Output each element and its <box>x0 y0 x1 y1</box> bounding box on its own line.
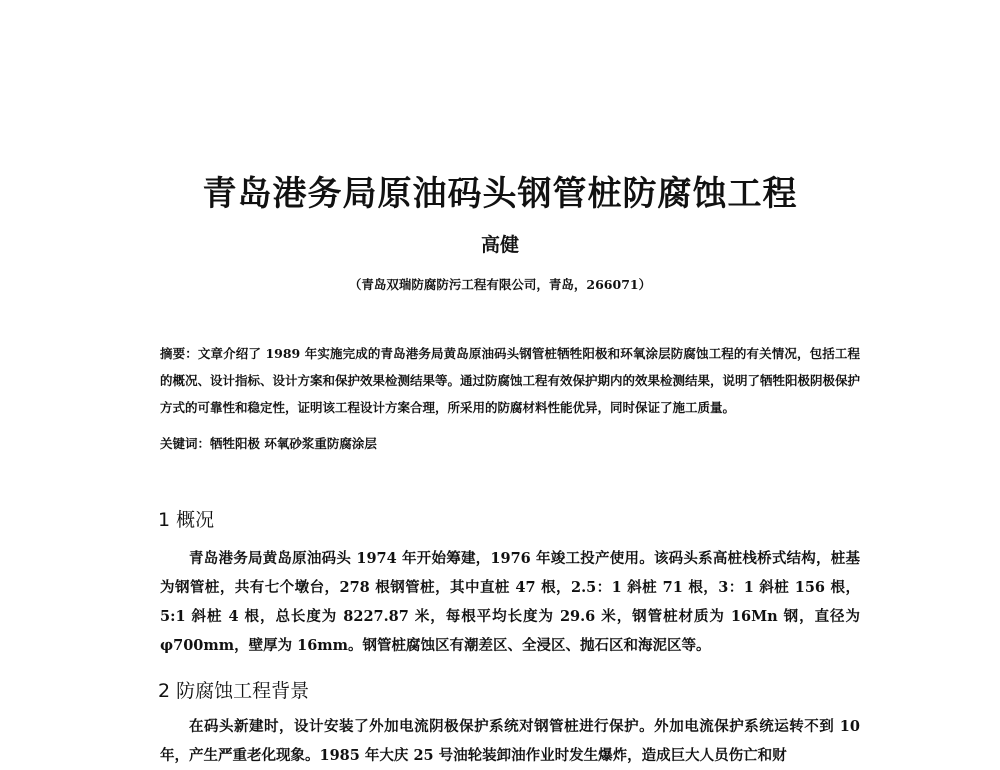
section-heading-overview: 1 概况 <box>158 509 215 531</box>
section-heading-background: 2 防腐蚀工程背景 <box>158 680 310 702</box>
paper-title: 青岛港务局原油码头钢管桩防腐蚀工程 <box>202 174 798 214</box>
section-paragraph-background: 在码头新建时，设计安装了外加电流阴极保护系统对钢管桩进行保护。外加电流保护系统运转不到 10 年，产生严重老化现象。1985 年大庆 25 号油轮装卸油作业时发生爆炸，造成巨大人员伤亡和财 <box>160 718 860 764</box>
section-paragraph-overview: 青岛港务局黄岛原油码头 1974 年开始筹建，1976 年竣工投产使用。该码头系高桩栈桥式结构，桩基为钢管桩，共有七个墩台，278 根钢管桩，其中直桩 47 根，2.5：1 斜桩 71 根，3：1 斜桩 156 根，5:1 斜桩 4 根，总长度为 8227.87 米，每根平均长度为 29.6 米，钢管桩材质为 16Mn 钢，直径为 φ700mm，壁厚为 16mm。钢管桩腐蚀区有潮差区、全浸区、抛石区和海泥区等。 <box>160 550 860 654</box>
abstract-paragraph: 摘要：文章介绍了 1989 年实施完成的青岛港务局黄岛原油码头钢管桩牺牲阳极和环氧涂层防腐蚀工程的有关情况，包括工程的概况、设计指标、设计方案和保护效果检测结果等。通过防腐蚀工程有效保护期内的效果检测结果，说明了牺牲阳极阴极保护方式的可靠性和稳定性，证明该工程设计方案合理，所采用的防腐材料性能优异，同时保证了施工质量。 <box>160 346 861 415</box>
keywords-line: 关键词：牺牲阳极 环氧砂浆重防腐涂层 <box>160 436 377 451</box>
author-name: 高健 <box>480 234 519 256</box>
author-affiliation: （青岛双瑞防腐防污工程有限公司，青岛，266071） <box>348 277 652 292</box>
